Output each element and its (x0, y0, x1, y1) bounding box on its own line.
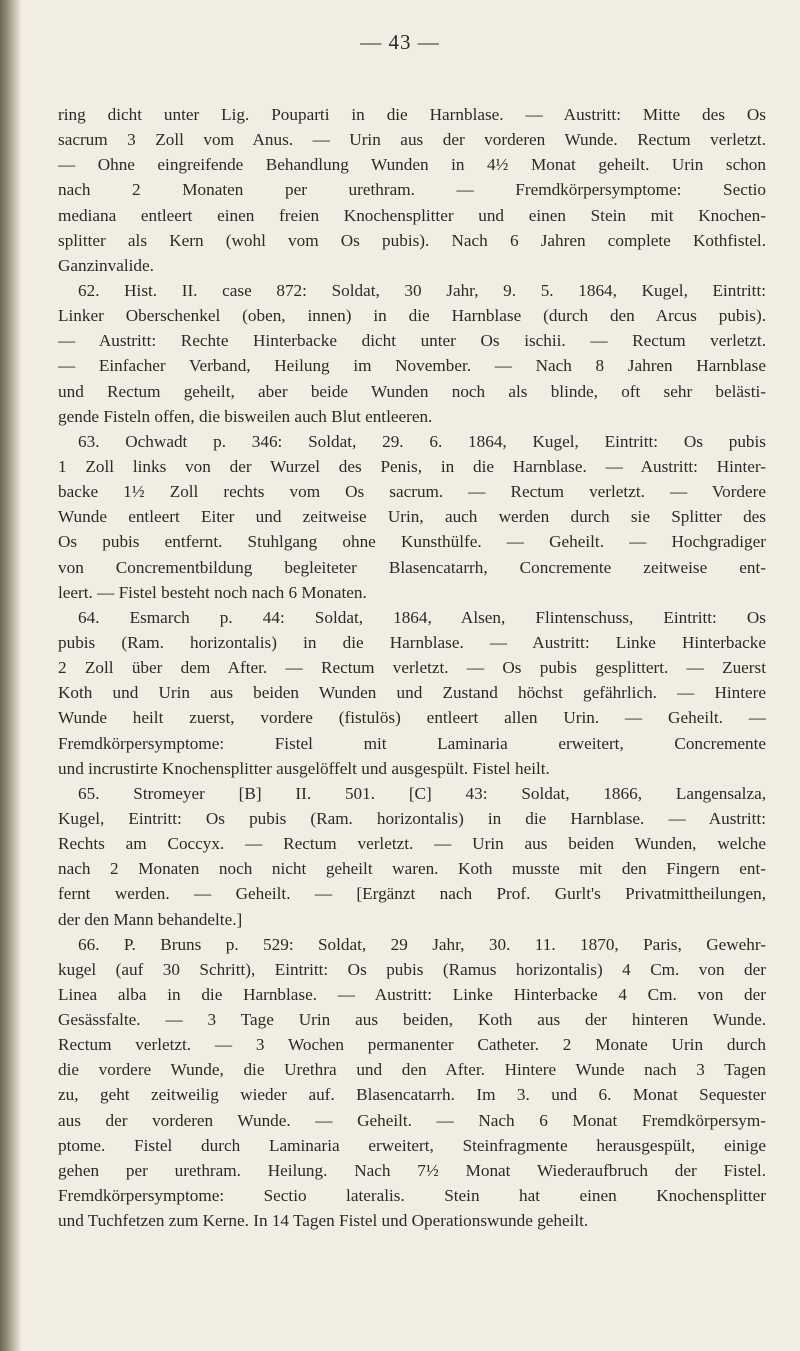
text-line: 65. Stromeyer [B] II. 501. [C] 43: Soldat, 1866, Langensalza, (78, 783, 766, 803)
text-line: — Einfacher Verband, Heilung im November. — Nach 8 Jahren Harnblase (58, 356, 766, 376)
page-number: — 43 — (360, 30, 440, 54)
text-line: Linea alba in die Harnblase. — Austritt: Linke Hinterbacke 4 Cm. von der (58, 984, 766, 1004)
text-line: sacrum 3 Zoll vom Anus. — Urin aus der vorderen Wunde. Rectum verletzt. (58, 130, 766, 150)
text-line: mediana entleert einen freien Knochensplitter und einen Stein mit Knochen- (58, 205, 766, 225)
text-line: Ganzinvalide. (58, 255, 154, 275)
text-line: Fremdkörpersymptome: Fistel mit Laminaria erweitert, Concremente (58, 733, 766, 753)
text-line: aus der vorderen Wunde. — Geheilt. — Nach 6 Monat Fremdkörpersym- (58, 1110, 766, 1130)
text-line: 2 Zoll über dem After. — Rectum verletzt. — Os pubis gesplittert. — Zuerst (58, 658, 766, 678)
text-line: der den Mann behandelte.] (58, 909, 243, 929)
text-body (58, 102, 766, 1233)
text-line: Rechts am Coccyx. — Rectum verletzt. — Urin aus beiden Wunden, welche (58, 834, 766, 854)
text-line: von Concrementbildung begleiteter Blasencatarrh, Concremente zeitweise ent- (58, 557, 766, 577)
text-line: 1 Zoll links von der Wurzel des Penis, in die Harnblase. — Austritt: Hinter- (58, 456, 766, 476)
text-line: Linker Oberschenkel (oben, innen) in die Harnblase (durch den Arcus pubis). (58, 306, 766, 326)
text-line: und Rectum geheilt, aber beide Wunden noch als blinde, oft sehr belästi- (58, 381, 766, 401)
text-line: Gesässfalte. — 3 Tage Urin aus beiden, Koth aus der hinteren Wunde. (58, 1010, 766, 1030)
text-line: nach 2 Monaten per urethram. — Fremdkörpersymptome: Sectio (58, 180, 766, 200)
text-line: zu, geht zeitweilig wieder auf. Blasencatarrh. Im 3. und 6. Monat Sequester (58, 1085, 766, 1105)
text-line: Wunde entleert Eiter und zeitweise Urin, auch werden durch sie Splitter des (58, 507, 766, 527)
text-line: leert. — Fistel besteht noch nach 6 Monaten. (58, 582, 367, 602)
text-line: 62. Hist. II. case 872: Soldat, 30 Jahr, 9. 5. 1864, Kugel, Eintritt: (78, 280, 766, 300)
text-line: Os pubis entfernt. Stuhlgang ohne Kunsthülfe. — Geheilt. — Hochgradiger (58, 532, 766, 552)
text-line: gehen per urethram. Heilung. Nach 7½ Monat Wiederaufbruch der Fistel. (58, 1160, 766, 1180)
text-line: gende Fisteln offen, die bisweilen auch Blut entleeren. (58, 406, 433, 426)
text-line: kugel (auf 30 Schritt), Eintritt: Os pubis (Ramus horizontalis) 4 Cm. von der (58, 959, 766, 979)
text-line: — Ohne eingreifende Behandlung Wunden in 4½ Monat geheilt. Urin schon (58, 155, 766, 175)
text-line: backe 1½ Zoll rechts vom Os sacrum. — Rectum verletzt. — Vordere (58, 482, 766, 502)
text-line: pubis (Ram. horizontalis) in die Harnblase. — Austritt: Linke Hinterbacke (58, 632, 766, 652)
text-line: — Austritt: Rechte Hinterbacke dicht unter Os ischii. — Rectum verletzt. (58, 331, 766, 351)
text-line: Wunde heilt zuerst, vordere (fistulös) entleert allen Urin. — Geheilt. — (58, 708, 766, 728)
text-line: Fremdkörpersymptome: Sectio lateralis. Stein hat einen Knochensplitter (58, 1186, 766, 1206)
text-line: Kugel, Eintritt: Os pubis (Ram. horizontalis) in die Harnblase. — Austritt: (58, 808, 766, 828)
text-line: 64. Esmarch p. 44: Soldat, 1864, Alsen, Flintenschuss, Eintritt: Os (78, 607, 766, 627)
text-line: ptome. Fistel durch Laminaria erweitert, Steinfragmente herausgespült, einige (58, 1135, 766, 1155)
text-line: splitter als Kern (wohl vom Os pubis). Nach 6 Jahren complete Kothfistel. (58, 230, 766, 250)
text-line: und incrustirte Knochensplitter ausgelöffelt und ausgespült. Fistel heilt. (58, 758, 550, 778)
text-line: nach 2 Monaten noch nicht geheilt waren. Koth musste mit den Fingern ent- (58, 859, 766, 879)
text-line: Rectum verletzt. — 3 Wochen permanenter Catheter. 2 Monate Urin durch (58, 1035, 766, 1055)
text-line: 63. Ochwadt p. 346: Soldat, 29. 6. 1864, Kugel, Eintritt: Os pubis (78, 431, 766, 451)
text-line: fernt werden. — Geheilt. — [Ergänzt nach Prof. Gurlt's Privatmittheilungen, (58, 884, 766, 904)
text-line: ring dicht unter Lig. Pouparti in die Harnblase. — Austritt: Mitte des Os (58, 105, 766, 124)
text-line: die vordere Wunde, die Urethra und den After. Hintere Wunde nach 3 Tagen (58, 1060, 766, 1080)
text-line: 66. P. Bruns p. 529: Soldat, 29 Jahr, 30. 11. 1870, Paris, Gewehr- (78, 934, 766, 954)
text-line: Koth und Urin aus beiden Wunden und Zustand höchst gefährlich. — Hintere (58, 683, 766, 703)
scan-edge-shadow (0, 0, 22, 1351)
text-line: und Tuchfetzen zum Kerne. In 14 Tagen Fistel und Operationswunde geheilt. (58, 1211, 589, 1231)
